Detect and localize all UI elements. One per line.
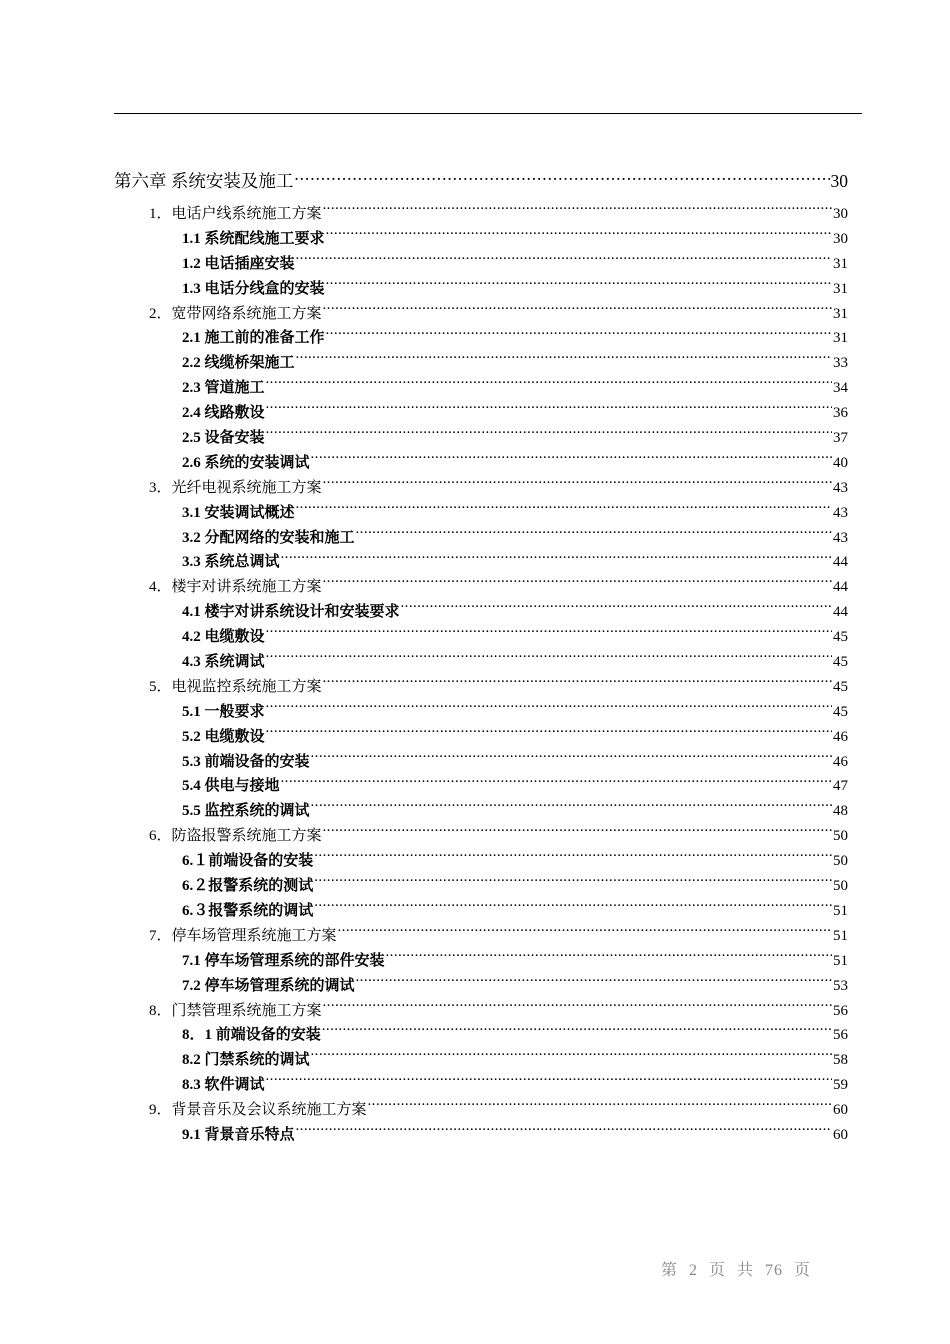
toc-entry-page: 44 [833, 579, 848, 596]
header-rule [114, 113, 862, 114]
toc-entry-page: 45 [833, 654, 848, 671]
toc-section-entry[interactable] [114, 824, 848, 849]
dot-leader [323, 303, 832, 318]
toc-section-entry[interactable] [114, 302, 848, 327]
toc-entry-title: 2.4 线路敷设 [182, 405, 265, 422]
toc-entry-title: 9．背景音乐及会议系统施工方案 [149, 1102, 367, 1119]
toc-entries [114, 202, 848, 1148]
toc-entry-title: 7.1 停车场管理系统的部件安装 [182, 952, 385, 969]
toc-subsection-entry[interactable] [114, 625, 848, 650]
toc-entry-page: 30 [833, 206, 848, 222]
dot-leader [356, 527, 832, 542]
toc-entry-page: 60 [833, 1126, 848, 1143]
toc-entry-title: 9.1 背景音乐特点 [182, 1126, 295, 1143]
table-of-contents [114, 168, 848, 1148]
toc-subsection-entry[interactable] [114, 401, 848, 426]
dot-leader [311, 1049, 832, 1064]
toc-subsection-entry[interactable] [114, 899, 848, 924]
dot-leader [326, 327, 832, 342]
dot-leader [326, 228, 832, 243]
dot-leader [281, 775, 832, 790]
toc-entry-title: 1．电话户线系统施工方案 [149, 206, 322, 222]
toc-entry-page: 50 [833, 878, 848, 895]
toc-entry-title: 2.5 设备安装 [182, 430, 265, 447]
toc-section-entry[interactable] [114, 999, 848, 1024]
toc-entry-page: 44 [833, 554, 848, 571]
dot-leader [266, 701, 832, 716]
toc-entry-page: 31 [833, 305, 848, 322]
toc-entry-page: 31 [833, 280, 848, 297]
dot-leader [296, 502, 832, 517]
toc-entry-title: 7．停车场管理系统施工方案 [149, 927, 337, 944]
toc-subsection-entry[interactable] [114, 426, 848, 451]
page-footer: 第 2 页 共 76 页 [661, 1262, 812, 1279]
toc-subsection-entry[interactable] [114, 1073, 848, 1098]
dot-leader [323, 477, 832, 492]
toc-entry-title: 8.2 门禁系统的调试 [182, 1052, 310, 1069]
dot-leader [322, 1024, 832, 1039]
dot-leader [323, 576, 832, 591]
dot-leader [323, 825, 832, 840]
toc-subsection-entry[interactable] [114, 600, 848, 625]
toc-subsection-entry[interactable] [114, 849, 848, 874]
toc-entry-title: 5.4 供电与接地 [182, 778, 280, 795]
toc-subsection-entry[interactable] [114, 376, 848, 401]
toc-entry-page: 51 [833, 927, 848, 944]
toc-entry-page: 53 [833, 977, 848, 994]
toc-entry-page: 56 [833, 1002, 848, 1019]
toc-entry-title: 2.3 管道施工 [182, 380, 265, 397]
dot-leader [326, 278, 832, 293]
toc-section-entry[interactable] [114, 575, 848, 600]
toc-entry-page: 40 [833, 454, 848, 471]
toc-entry-title: 3.1 安装调试概述 [182, 504, 295, 521]
toc-entry-title: 4.1 楼宇对讲系统设计和安装要求 [182, 604, 400, 621]
toc-entry-page: 31 [833, 255, 848, 272]
toc-entry-page: 60 [833, 1102, 848, 1119]
dot-leader [314, 900, 832, 915]
toc-entry-title: 3.2 分配网络的安装和施工 [182, 529, 355, 546]
toc-entry-page: 45 [833, 703, 848, 720]
toc-entry-page: 31 [833, 330, 848, 347]
toc-subsection-entry[interactable] [114, 774, 848, 799]
toc-subsection-entry[interactable] [114, 550, 848, 575]
dot-leader [338, 925, 832, 940]
dot-leader [356, 975, 832, 990]
dot-leader [323, 676, 832, 691]
toc-subsection-entry[interactable] [114, 277, 848, 302]
toc-entry-page: 43 [833, 479, 848, 496]
toc-subsection-entry[interactable] [114, 874, 848, 899]
dot-leader [266, 402, 832, 417]
toc-entry-title: 3．光纤电视系统施工方案 [149, 479, 322, 496]
toc-entry-page: 44 [833, 604, 848, 621]
toc-subsection-entry[interactable] [114, 1123, 848, 1148]
dot-leader [368, 1099, 832, 1114]
toc-entry-page: 46 [833, 753, 848, 770]
toc-subsection-entry[interactable] [114, 326, 848, 351]
toc-entry-page: 45 [833, 629, 848, 646]
toc-entry-page: 43 [833, 529, 848, 546]
toc-entry-page: 48 [833, 803, 848, 820]
toc-entry-title: 5.3 前端设备的安装 [182, 753, 310, 770]
dot-leader [296, 352, 832, 367]
toc-entry-page: 51 [833, 952, 848, 969]
toc-subsection-entry[interactable] [114, 1048, 848, 1073]
toc-entry-page: 50 [833, 853, 848, 870]
dot-leader [294, 170, 829, 188]
toc-entry-title: 6.２报警系统的测试 [182, 878, 314, 895]
toc-chapter-entry[interactable] [114, 168, 848, 194]
dot-leader [296, 253, 832, 268]
toc-subsection-entry[interactable] [114, 252, 848, 277]
dot-leader [266, 1074, 832, 1089]
toc-entry-page: 51 [833, 902, 848, 919]
toc-entry-page: 36 [833, 405, 848, 422]
toc-entry-title: 1.2 电话插座安装 [182, 255, 295, 272]
toc-entry-title: 4．楼宇对讲系统施工方案 [149, 579, 322, 596]
toc-entry-title: 5.1 一般要求 [182, 703, 265, 720]
dot-leader [311, 800, 832, 815]
toc-entry-page: 33 [833, 355, 848, 372]
dot-leader [266, 377, 832, 392]
dot-leader [266, 651, 832, 666]
toc-entry-title: 2.1 施工前的准备工作 [182, 330, 325, 347]
toc-section-entry[interactable] [114, 476, 848, 501]
dot-leader [314, 875, 832, 890]
dot-leader [266, 626, 832, 641]
toc-entry-page: 46 [833, 728, 848, 745]
toc-subsection-entry[interactable] [114, 227, 848, 252]
toc-section-entry[interactable] [114, 924, 848, 949]
toc-chapter-title: 第六章 系统安装及施工 [114, 171, 294, 191]
toc-entry-title: 6.３报警系统的调试 [182, 902, 314, 919]
toc-entry-title: 4.2 电缆敷设 [182, 629, 265, 646]
toc-subsection-entry[interactable] [114, 949, 848, 974]
toc-entry-page: 43 [833, 504, 848, 521]
toc-entry-title: 1.1 系统配线施工要求 [182, 230, 325, 247]
dot-leader [281, 551, 832, 566]
toc-entry-title: 5.2 电缆敷设 [182, 728, 265, 745]
toc-subsection-entry[interactable] [114, 451, 848, 476]
toc-entry-page: 58 [833, 1052, 848, 1069]
toc-section-entry[interactable] [114, 202, 848, 227]
toc-entry-title: 5.5 监控系统的调试 [182, 803, 310, 820]
dot-leader [311, 751, 832, 766]
toc-entry-title: 1.3 电话分线盒的安装 [182, 280, 325, 297]
toc-subsection-entry[interactable] [114, 974, 848, 999]
toc-chapter-page: 30 [830, 171, 848, 191]
toc-subsection-entry[interactable] [114, 501, 848, 526]
dot-leader [311, 452, 832, 467]
toc-entry-title: 2．宽带网络系统施工方案 [149, 305, 322, 322]
dot-leader [323, 1000, 832, 1015]
toc-subsection-entry[interactable] [114, 1023, 848, 1048]
toc-subsection-entry[interactable] [114, 750, 848, 775]
toc-entry-title: 2.2 线缆桥架施工 [182, 355, 295, 372]
toc-subsection-entry[interactable] [114, 725, 848, 750]
toc-subsection-entry[interactable] [114, 526, 848, 551]
toc-entry-title: 4.3 系统调试 [182, 654, 265, 671]
toc-entry-title: 6.１前端设备的安装 [182, 853, 314, 870]
toc-entry-page: 45 [833, 678, 848, 695]
dot-leader [401, 601, 832, 616]
dot-leader [386, 950, 832, 965]
toc-section-entry[interactable] [114, 675, 848, 700]
toc-entry-title: 8．1 前端设备的安装 [182, 1027, 321, 1044]
toc-entry-title: 7.2 停车场管理系统的调试 [182, 977, 355, 994]
toc-entry-title: 8．门禁管理系统施工方案 [149, 1002, 322, 1019]
toc-subsection-entry[interactable] [114, 351, 848, 376]
toc-entry-page: 56 [833, 1027, 848, 1044]
toc-entry-page: 37 [833, 430, 848, 447]
toc-entry-page: 30 [833, 230, 848, 247]
dot-leader [314, 850, 832, 865]
toc-entry-page: 50 [833, 828, 848, 845]
toc-entry-title: 3.3 系统总调试 [182, 554, 280, 571]
dot-leader [266, 726, 832, 741]
toc-subsection-entry[interactable] [114, 799, 848, 824]
toc-section-entry[interactable] [114, 1098, 848, 1123]
toc-subsection-entry[interactable] [114, 650, 848, 675]
dot-leader [323, 203, 832, 218]
toc-entry-page: 47 [833, 778, 848, 795]
toc-entry-page: 59 [833, 1077, 848, 1094]
toc-subsection-entry[interactable] [114, 700, 848, 725]
toc-entry-title: 2.6 系统的安装调试 [182, 454, 310, 471]
dot-leader [266, 427, 832, 442]
toc-entry-title: 5．电视监控系统施工方案 [149, 678, 322, 695]
toc-entry-title: 8.3 软件调试 [182, 1077, 265, 1094]
dot-leader [296, 1124, 832, 1139]
toc-entry-title: 6．防盗报警系统施工方案 [149, 828, 322, 845]
toc-entry-page: 34 [833, 380, 848, 397]
